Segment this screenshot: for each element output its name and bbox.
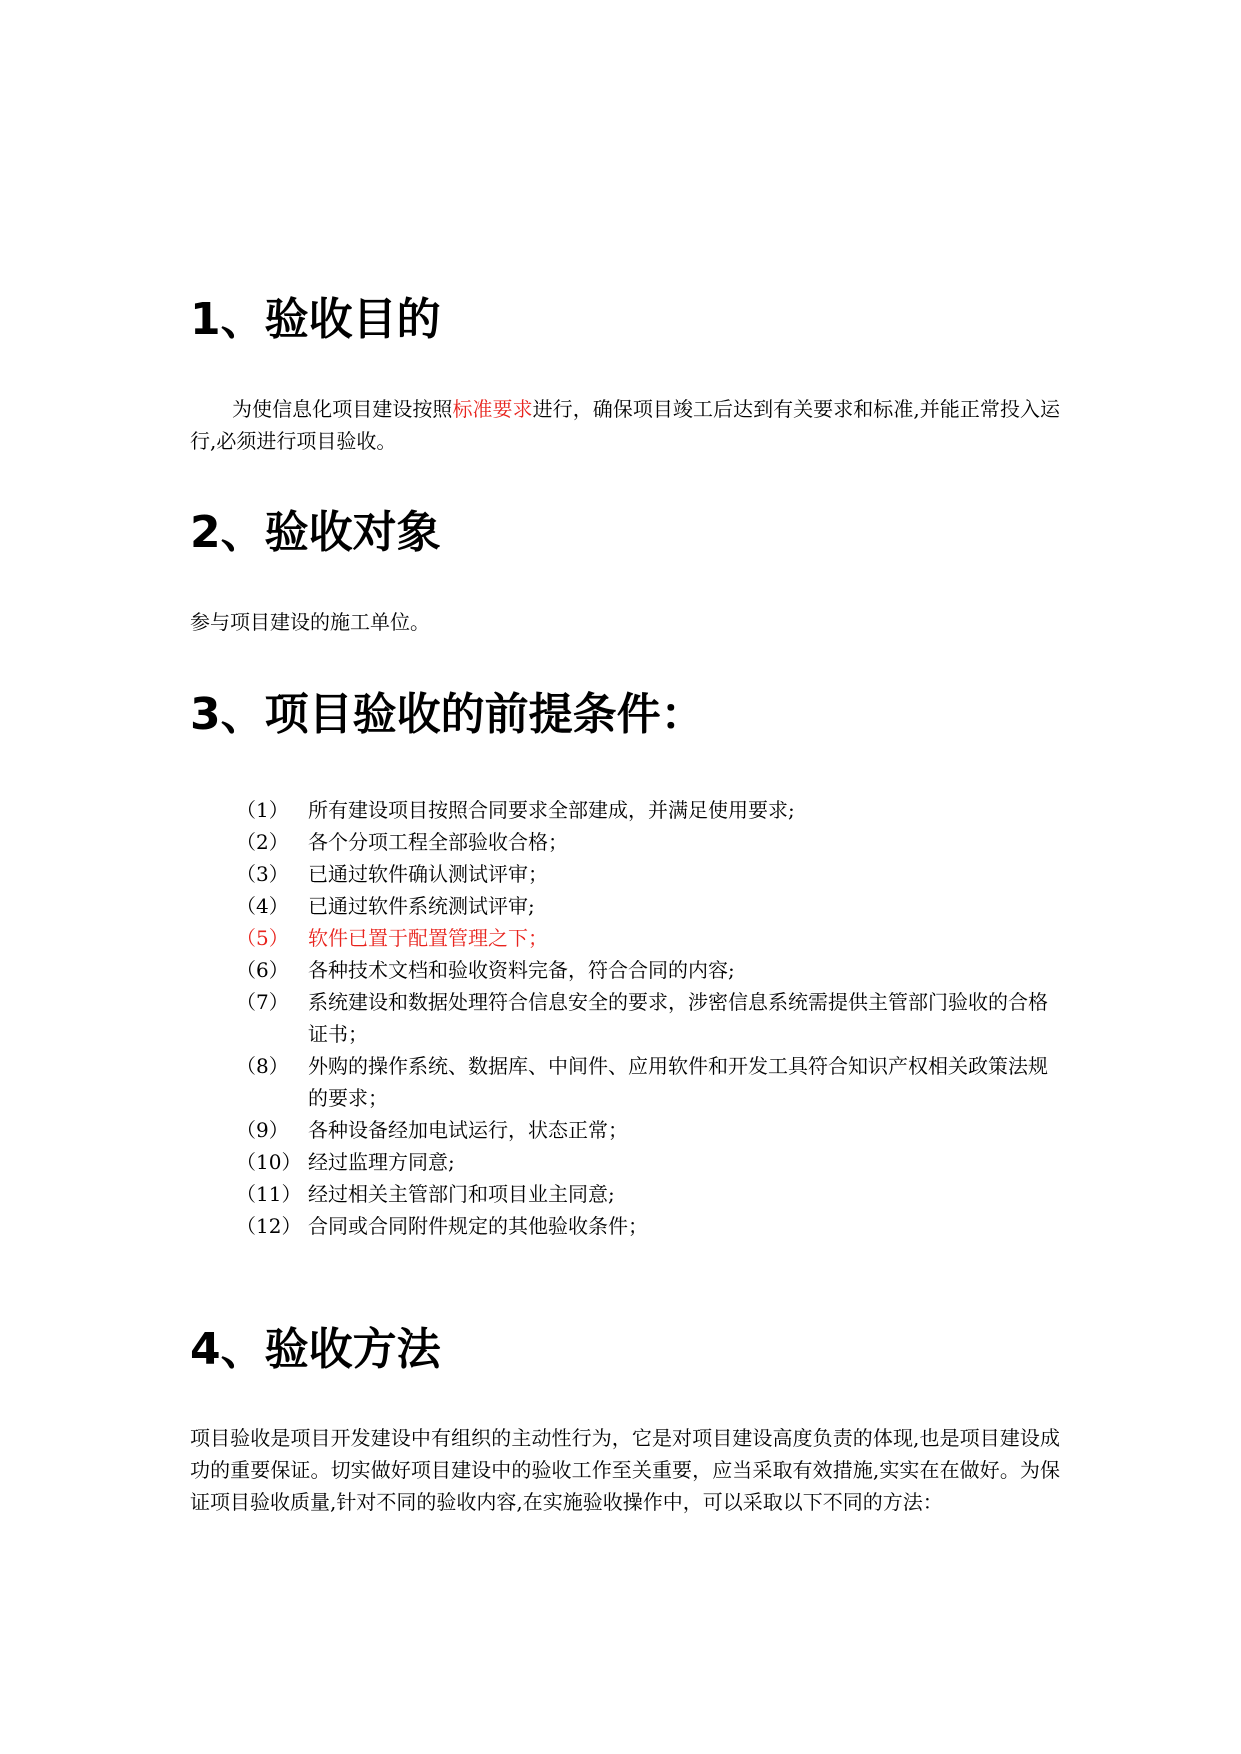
condition-text: 各种设备经加电试运行，状态正常； [308, 1118, 628, 1142]
condition-text: 外购的操作系统、数据库、中间件、应用软件和开发工具符合知识产权相关政策法规的要求； [308, 1054, 1048, 1110]
condition-item [236, 858, 1060, 890]
condition-item [236, 1210, 1060, 1242]
condition-item [236, 954, 1060, 986]
condition-number: （9） [236, 1118, 289, 1142]
conditions-list [236, 794, 1060, 1242]
section-1-heading: 1、验收目的 [190, 294, 441, 345]
condition-text: 经过相关主管部门和项目业主同意; [308, 1182, 615, 1206]
section-1-highlight: 标准要求 [452, 397, 533, 421]
section-2-heading: 2、验收对象 [190, 507, 441, 558]
condition-number: （12） [236, 1214, 302, 1238]
condition-number: （2） [236, 830, 289, 854]
condition-text: 已通过软件确认测试评审； [308, 862, 548, 886]
condition-text: 各个分项工程全部验收合格； [308, 830, 568, 854]
condition-number: （3） [236, 862, 289, 886]
condition-number: （8） [236, 1054, 289, 1078]
condition-text: 经过监理方同意; [308, 1150, 455, 1174]
condition-number: （6） [236, 958, 289, 982]
condition-number: （10） [236, 1150, 302, 1174]
section-1-text-after: 进行，确保项目竣工后达到有关要求和标准,并能正常投入运行,必须进行项目验收。 [190, 397, 1061, 453]
condition-number: （11） [236, 1182, 302, 1206]
condition-item [236, 1146, 1060, 1178]
section-4-paragraph: 项目验收是项目开发建设中有组织的主动性行为，它是对项目建设高度负责的体现,也是项目建设成功的重要保证。切实做好项目建设中的验收工作至关重要，应当采取有效措施,实实在在做好。为保证项目验收质量,针对不同的验收内容,在实施验收操作中，可以采取以下不同的方法： [190, 1426, 1060, 1514]
condition-item [236, 1050, 1060, 1114]
condition-number: （5） [236, 926, 289, 950]
condition-text: 合同或合同附件规定的其他验收条件； [308, 1214, 648, 1238]
section-2-paragraph: 参与项目建设的施工单位。 [190, 610, 430, 634]
condition-text: 已通过软件系统测试评审; [308, 894, 535, 918]
condition-number: （4） [236, 894, 289, 918]
condition-item [236, 1114, 1060, 1146]
section-3-heading: 3、项目验收的前提条件： [190, 689, 705, 740]
condition-number: （7） [236, 990, 289, 1014]
condition-text: 各种技术文档和验收资料完备，符合合同的内容; [308, 958, 735, 982]
condition-item [236, 986, 1060, 1050]
condition-item [236, 890, 1060, 922]
section-1-paragraph [190, 393, 1060, 457]
section-1-text-before: 为使信息化项目建设按照 [232, 397, 453, 421]
condition-text: 软件已置于配置管理之下； [308, 926, 548, 950]
condition-number: （1） [236, 798, 289, 822]
condition-text: 系统建设和数据处理符合信息安全的要求，涉密信息系统需提供主管部门验收的合格证书； [308, 990, 1048, 1046]
section-4-heading: 4、验收方法 [190, 1324, 441, 1375]
condition-text: 所有建设项目按照合同要求全部建成，并满足使用要求; [308, 798, 795, 822]
condition-item [236, 1178, 1060, 1210]
condition-item-highlighted [236, 922, 1060, 954]
condition-item [236, 826, 1060, 858]
condition-item [236, 794, 1060, 826]
